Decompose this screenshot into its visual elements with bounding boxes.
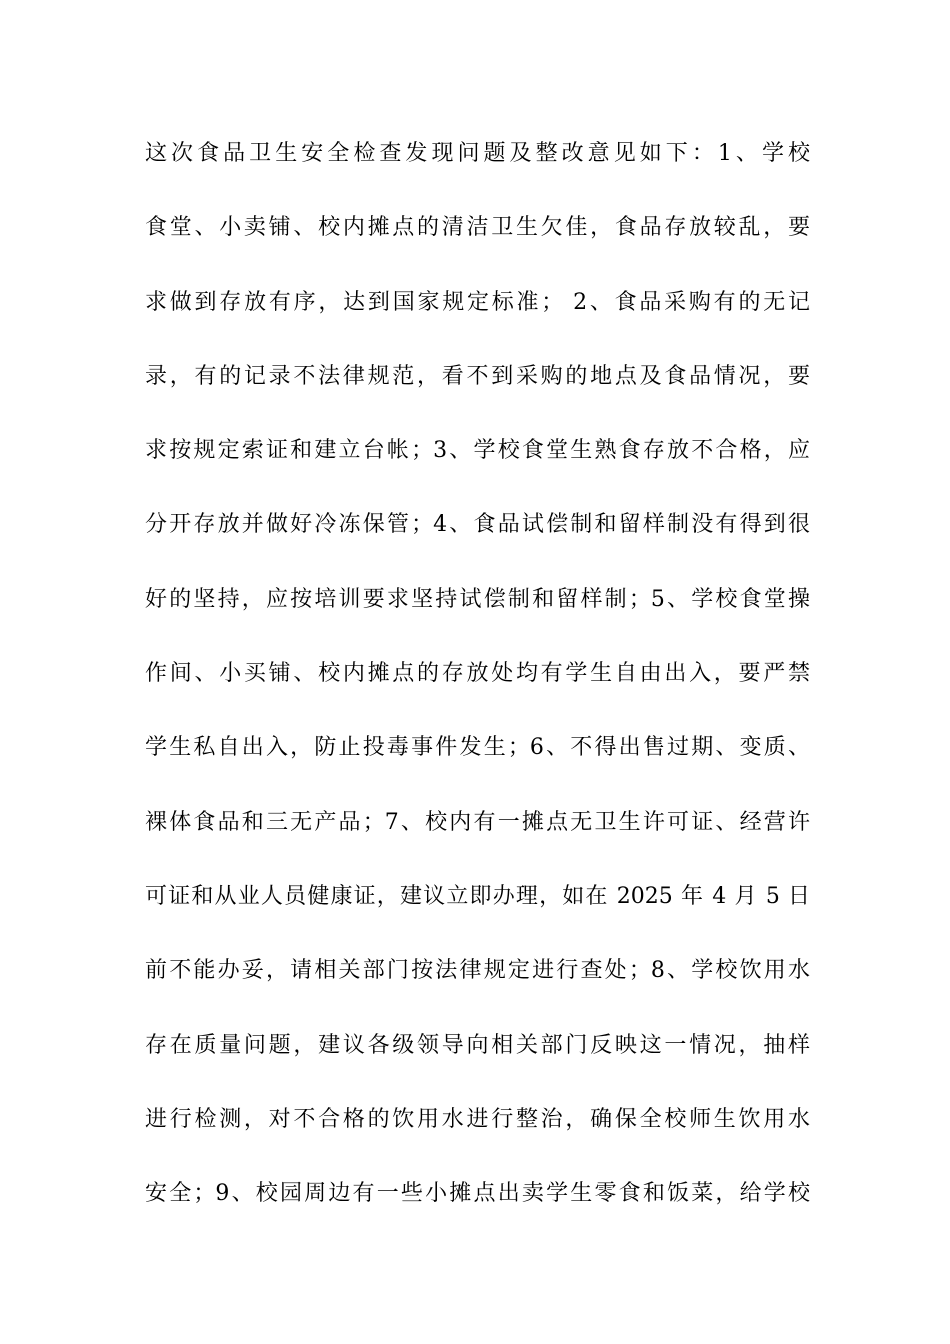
text-line-3: 求做到存放有序，达到国家规定标准； 2、食品采购有的无记 bbox=[145, 289, 810, 315]
text-line-10: 裸体食品和三无产品；7、校内有一摊点无卫生许可证、经营许 bbox=[145, 809, 810, 835]
text-line-2: 食堂、小卖铺、校内摊点的清洁卫生欠佳，食品存放较乱，要 bbox=[145, 215, 810, 241]
text-line-14: 进行检测，对不合格的饮用水进行整治，确保全校师生饮用水 bbox=[145, 1106, 810, 1132]
text-line-4: 录，有的记录不法律规范，看不到采购的地点及食品情况，要 bbox=[145, 363, 810, 389]
text-line-13: 存在质量问题，建议各级领导向相关部门反映这一情况，抽样 bbox=[145, 1032, 810, 1058]
text-line-11: 可证和从业人员健康证，建议立即办理，如在 2025 年 4 月 5 日 bbox=[145, 883, 810, 909]
text-line-1: 这次食品卫生安全检查发现问题及整改意见如下：1、学校 bbox=[145, 141, 810, 166]
text-line-15: 安全；9、校园周边有一些小摊点出卖学生零食和饭菜，给学校 bbox=[145, 1181, 810, 1207]
text-line-6: 分开存放并做好冷冻保管；4、食品试偿制和留样制没有得到很 bbox=[145, 512, 810, 538]
body-paragraph bbox=[145, 132, 810, 1246]
text-line-9: 学生私自出入，防止投毒事件发生；6、不得出售过期、变质、 bbox=[145, 735, 810, 761]
text-line-7: 好的坚持，应按培训要求坚持试偿制和留样制；5、学校食堂操 bbox=[145, 586, 810, 612]
text-line-8: 作间、小买铺、校内摊点的存放处均有学生自由出入，要严禁 bbox=[145, 661, 810, 687]
text-line-5: 求按规定索证和建立台帐；3、学校食堂生熟食存放不合格，应 bbox=[145, 438, 810, 464]
text-line-12: 前不能办妥，请相关部门按法律规定进行查处；8、学校饮用水 bbox=[145, 958, 810, 984]
